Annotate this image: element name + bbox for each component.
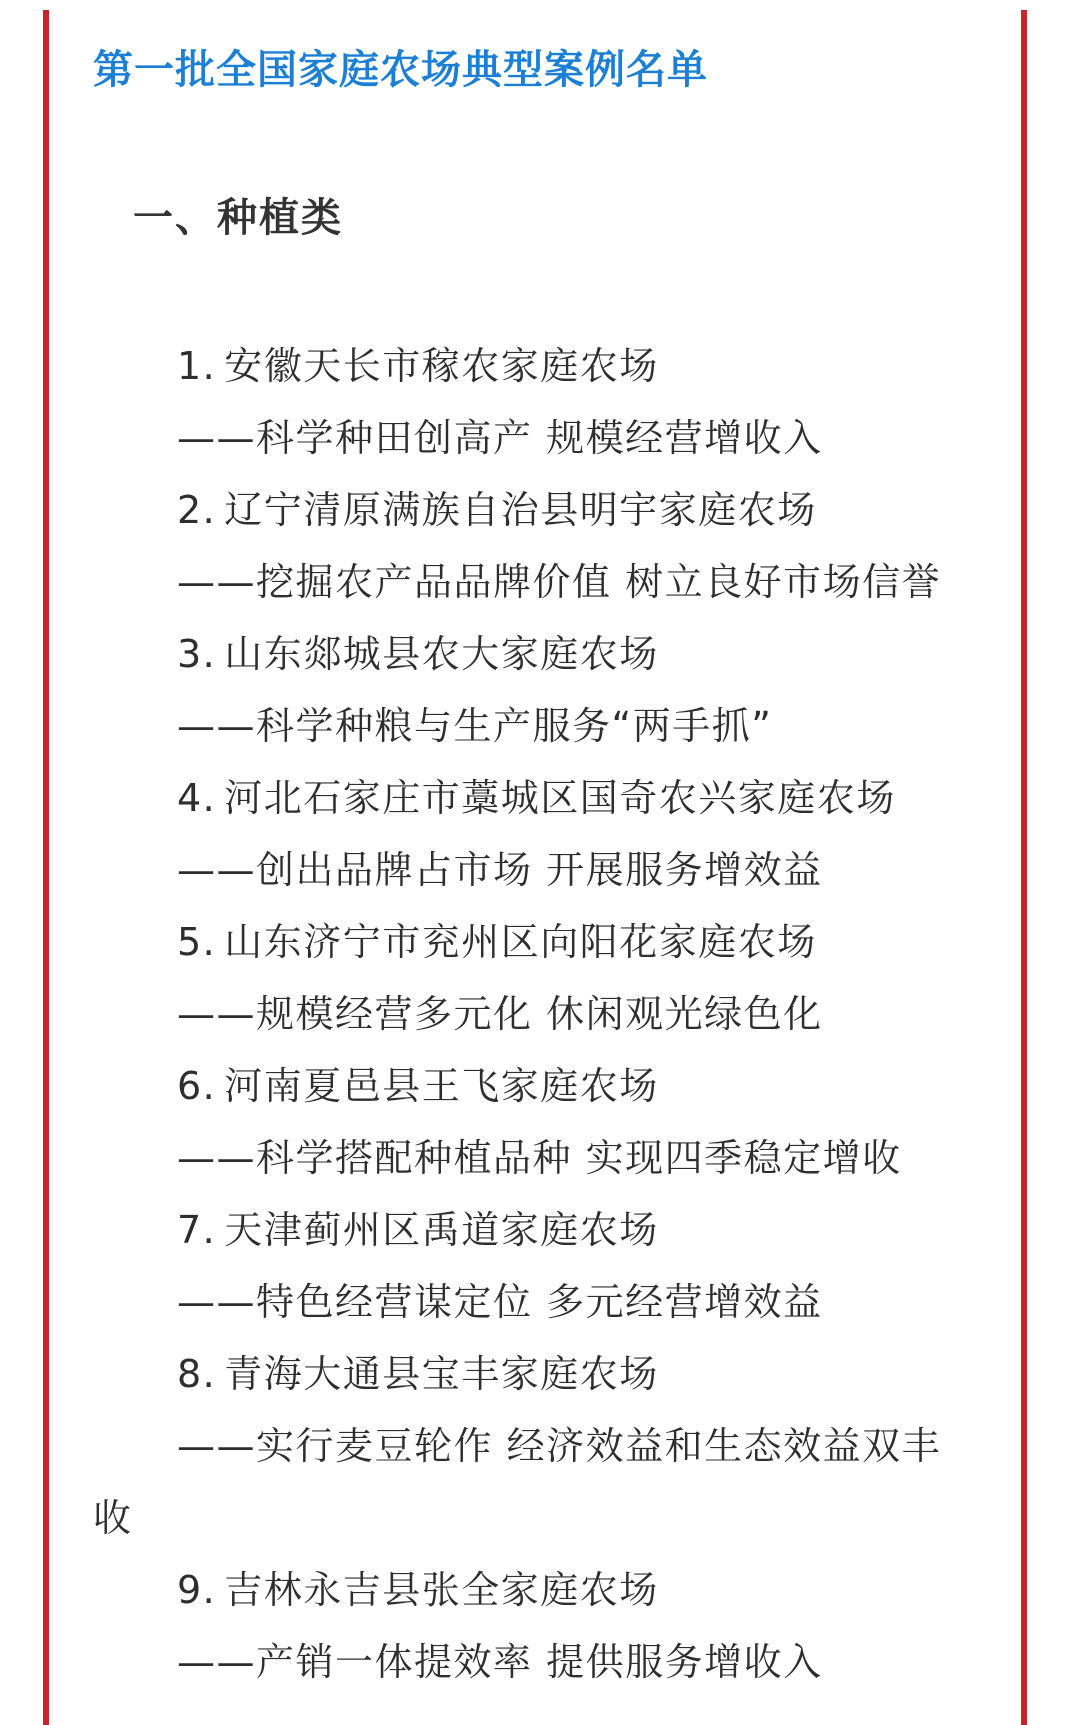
item-number: 1. (177, 344, 217, 388)
farm-slogan: ——挖掘农产品品牌价值 树立良好市场信誉 (177, 560, 942, 604)
item-number: 9. (177, 1568, 217, 1612)
item-number: 5. (177, 920, 217, 964)
farm-name: 天津蓟州区禹道家庭农场 (224, 1208, 659, 1252)
right-red-border (1021, 10, 1027, 1725)
farm-slogan: ——产销一体提效率 提供服务增收入 (177, 1640, 823, 1684)
farm-name-line (93, 1050, 1003, 1122)
farm-name: 河北石家庄市藁城区国奇农兴家庭农场 (224, 776, 896, 820)
list-item (93, 1050, 1003, 1194)
list-item (93, 1338, 1003, 1554)
farm-slogan: ——实行麦豆轮作 经济效益和生态效益双丰 (177, 1424, 942, 1468)
left-red-border (43, 10, 49, 1725)
list-item (93, 906, 1003, 1050)
farm-name-line (93, 618, 1003, 690)
farm-slogan: ——规模经营多元化 休闲观光绿色化 (177, 992, 823, 1036)
item-number: 8. (177, 1352, 217, 1396)
item-number: 3. (177, 632, 217, 676)
farm-name: 山东济宁市兖州区向阳花家庭农场 (224, 920, 817, 964)
list-item (93, 1194, 1003, 1338)
farm-slogan: ——特色经营谋定位 多元经营增效益 (177, 1280, 823, 1324)
farm-name-line (93, 1194, 1003, 1266)
farm-slogan: ——科学种粮与生产服务“两手抓” (177, 704, 773, 748)
farm-slogan: ——创出品牌占市场 开展服务增效益 (177, 848, 823, 892)
farm-name-line (93, 1338, 1003, 1410)
farm-slogan: ——科学搭配种植品种 实现四季稳定增收 (177, 1136, 902, 1180)
item-number: 4. (177, 776, 217, 820)
list-item (93, 1554, 1003, 1698)
farm-name-line (93, 1554, 1003, 1626)
list-item (93, 762, 1003, 906)
farm-name-line (93, 330, 1003, 402)
farm-slogan: ——科学种田创高产 规模经营增收入 (177, 416, 823, 460)
farm-name-line (93, 474, 1003, 546)
farm-name: 安徽天长市稼农家庭农场 (224, 344, 659, 388)
list-item (93, 474, 1003, 618)
list-item (93, 330, 1003, 474)
farm-name: 青海大通县宝丰家庭农场 (224, 1352, 659, 1396)
section-heading: 一、种植类 (133, 195, 343, 241)
farm-name: 山东郯城县农大家庭农场 (224, 632, 659, 676)
item-number: 6. (177, 1064, 217, 1108)
page-title: 第一批全国家庭农场典型案例名单 (93, 47, 708, 93)
farm-name: 吉林永吉县张全家庭农场 (224, 1568, 659, 1612)
case-list (93, 330, 1003, 1698)
list-item (93, 618, 1003, 762)
farm-name: 河南夏邑县王飞家庭农场 (224, 1064, 659, 1108)
farm-name-line (93, 906, 1003, 978)
item-number: 2. (177, 488, 217, 532)
farm-name-line (93, 762, 1003, 834)
farm-slogan-wrapped-tail: 收 (93, 1496, 133, 1540)
farm-name: 辽宁清原满族自治县明宇家庭农场 (224, 488, 817, 532)
item-number: 7. (177, 1208, 217, 1252)
